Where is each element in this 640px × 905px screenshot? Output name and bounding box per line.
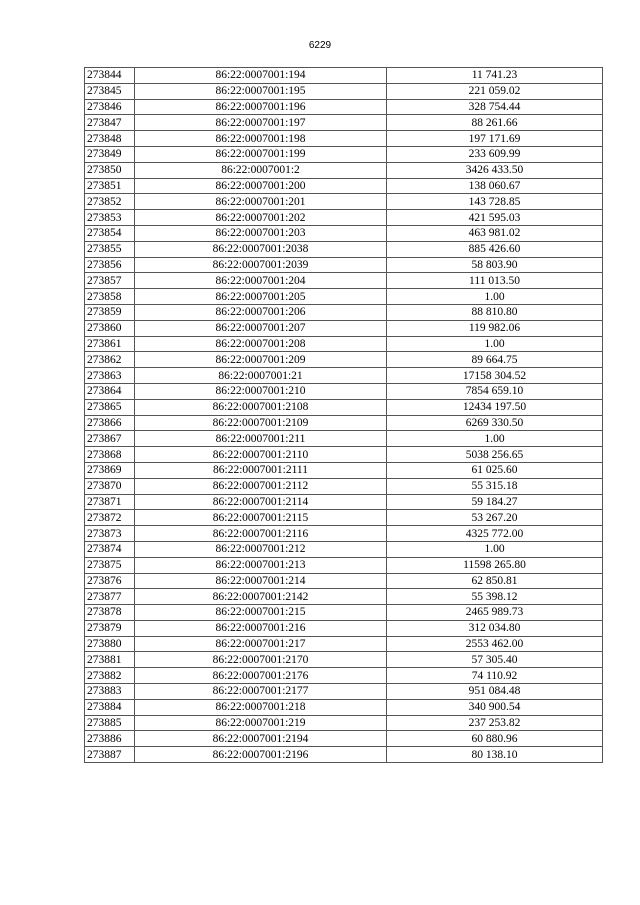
table-row <box>85 68 603 84</box>
cadastral-number-cell: 86:22:0007001:213 <box>135 557 387 573</box>
cadastral-value-cell: 80 138.10 <box>387 747 603 763</box>
cadastral-value-cell: 12434 197.50 <box>387 399 603 415</box>
table-row <box>85 447 603 463</box>
table-row <box>85 573 603 589</box>
cadastral-number-cell: 86:22:0007001:218 <box>135 699 387 715</box>
row-number-cell: 273856 <box>85 257 135 273</box>
row-number-cell: 273855 <box>85 241 135 257</box>
table-row <box>85 383 603 399</box>
row-number-cell: 273880 <box>85 636 135 652</box>
cadastral-value-cell: 11 741.23 <box>387 68 603 84</box>
cadastral-value-table <box>84 67 603 763</box>
row-number-cell: 273884 <box>85 699 135 715</box>
table-row <box>85 210 603 226</box>
table-row <box>85 336 603 352</box>
cadastral-number-cell: 86:22:0007001:204 <box>135 273 387 289</box>
table-row <box>85 257 603 273</box>
table-row <box>85 715 603 731</box>
row-number-cell: 273851 <box>85 178 135 194</box>
cadastral-number-cell: 86:22:0007001:2114 <box>135 494 387 510</box>
cadastral-value-cell: 221 059.02 <box>387 83 603 99</box>
cadastral-number-cell: 86:22:0007001:2115 <box>135 510 387 526</box>
table-row <box>85 83 603 99</box>
cadastral-number-cell: 86:22:0007001:194 <box>135 68 387 84</box>
cadastral-value-cell: 1.00 <box>387 289 603 305</box>
cadastral-value-cell: 119 982.06 <box>387 320 603 336</box>
cadastral-number-cell: 86:22:0007001:2 <box>135 162 387 178</box>
cadastral-value-cell: 2465 989.73 <box>387 605 603 621</box>
row-number-cell: 273847 <box>85 115 135 131</box>
table-row <box>85 162 603 178</box>
cadastral-value-cell: 421 595.03 <box>387 210 603 226</box>
table-row <box>85 194 603 210</box>
cadastral-number-cell: 86:22:0007001:2108 <box>135 399 387 415</box>
cadastral-number-cell: 86:22:0007001:21 <box>135 368 387 384</box>
cadastral-number-cell: 86:22:0007001:212 <box>135 541 387 557</box>
table-row <box>85 399 603 415</box>
cadastral-number-cell: 86:22:0007001:219 <box>135 715 387 731</box>
cadastral-value-cell: 233 609.99 <box>387 146 603 162</box>
table-row <box>85 368 603 384</box>
row-number-cell: 273863 <box>85 368 135 384</box>
cadastral-value-cell: 197 171.69 <box>387 131 603 147</box>
table-row <box>85 146 603 162</box>
cadastral-number-cell: 86:22:0007001:216 <box>135 620 387 636</box>
row-number-cell: 273877 <box>85 589 135 605</box>
cadastral-value-cell: 61 025.60 <box>387 462 603 478</box>
table-row <box>85 225 603 241</box>
cadastral-value-cell: 951 084.48 <box>387 684 603 700</box>
table-row <box>85 320 603 336</box>
row-number-cell: 273879 <box>85 620 135 636</box>
cadastral-number-cell: 86:22:0007001:2038 <box>135 241 387 257</box>
cadastral-number-cell: 86:22:0007001:209 <box>135 352 387 368</box>
row-number-cell: 273849 <box>85 146 135 162</box>
table-row <box>85 731 603 747</box>
table-row <box>85 541 603 557</box>
row-number-cell: 273862 <box>85 352 135 368</box>
row-number-cell: 273848 <box>85 131 135 147</box>
cadastral-number-cell: 86:22:0007001:205 <box>135 289 387 305</box>
cadastral-number-cell: 86:22:0007001:2116 <box>135 526 387 542</box>
cadastral-number-cell: 86:22:0007001:200 <box>135 178 387 194</box>
row-number-cell: 273850 <box>85 162 135 178</box>
cadastral-value-cell: 237 253.82 <box>387 715 603 731</box>
table-row <box>85 747 603 763</box>
cadastral-value-cell: 312 034.80 <box>387 620 603 636</box>
table-row <box>85 99 603 115</box>
table-row <box>85 431 603 447</box>
cadastral-number-cell: 86:22:0007001:215 <box>135 605 387 621</box>
table-row <box>85 289 603 305</box>
cadastral-number-cell: 86:22:0007001:206 <box>135 304 387 320</box>
table-row <box>85 605 603 621</box>
table-row <box>85 652 603 668</box>
cadastral-number-cell: 86:22:0007001:2142 <box>135 589 387 605</box>
cadastral-value-cell: 88 810.80 <box>387 304 603 320</box>
row-number-cell: 273844 <box>85 68 135 84</box>
cadastral-number-cell: 86:22:0007001:214 <box>135 573 387 589</box>
cadastral-number-cell: 86:22:0007001:2196 <box>135 747 387 763</box>
row-number-cell: 273881 <box>85 652 135 668</box>
row-number-cell: 273853 <box>85 210 135 226</box>
table-row <box>85 115 603 131</box>
table-row <box>85 668 603 684</box>
cadastral-value-cell: 55 315.18 <box>387 478 603 494</box>
row-number-cell: 273878 <box>85 605 135 621</box>
table-row <box>85 462 603 478</box>
cadastral-value-cell: 17158 304.52 <box>387 368 603 384</box>
cadastral-value-cell: 5038 256.65 <box>387 447 603 463</box>
row-number-cell: 273867 <box>85 431 135 447</box>
row-number-cell: 273857 <box>85 273 135 289</box>
cadastral-number-cell: 86:22:0007001:197 <box>135 115 387 131</box>
cadastral-number-cell: 86:22:0007001:198 <box>135 131 387 147</box>
cadastral-number-cell: 86:22:0007001:217 <box>135 636 387 652</box>
cadastral-value-cell: 55 398.12 <box>387 589 603 605</box>
row-number-cell: 273866 <box>85 415 135 431</box>
row-number-cell: 273845 <box>85 83 135 99</box>
cadastral-value-cell: 11598 265.80 <box>387 557 603 573</box>
table-row <box>85 684 603 700</box>
cadastral-value-cell: 328 754.44 <box>387 99 603 115</box>
cadastral-value-cell: 53 267.20 <box>387 510 603 526</box>
table-row <box>85 241 603 257</box>
row-number-cell: 273873 <box>85 526 135 542</box>
cadastral-number-cell: 86:22:0007001:207 <box>135 320 387 336</box>
row-number-cell: 273871 <box>85 494 135 510</box>
row-number-cell: 273865 <box>85 399 135 415</box>
cadastral-value-cell: 885 426.60 <box>387 241 603 257</box>
cadastral-value-cell: 463 981.02 <box>387 225 603 241</box>
cadastral-value-cell: 1.00 <box>387 431 603 447</box>
cadastral-value-cell: 7854 659.10 <box>387 383 603 399</box>
cadastral-number-cell: 86:22:0007001:202 <box>135 210 387 226</box>
cadastral-number-cell: 86:22:0007001:201 <box>135 194 387 210</box>
page-number: 6229 <box>308 40 332 51</box>
cadastral-number-cell: 86:22:0007001:203 <box>135 225 387 241</box>
row-number-cell: 273883 <box>85 684 135 700</box>
table-row <box>85 478 603 494</box>
cadastral-value-cell: 138 060.67 <box>387 178 603 194</box>
row-number-cell: 273886 <box>85 731 135 747</box>
cadastral-value-cell: 88 261.66 <box>387 115 603 131</box>
cadastral-number-cell: 86:22:0007001:199 <box>135 146 387 162</box>
cadastral-number-cell: 86:22:0007001:2109 <box>135 415 387 431</box>
table-row <box>85 526 603 542</box>
cadastral-number-cell: 86:22:0007001:196 <box>135 99 387 115</box>
cadastral-value-cell: 1.00 <box>387 336 603 352</box>
table-body <box>85 68 603 763</box>
table-row <box>85 352 603 368</box>
cadastral-number-cell: 86:22:0007001:2110 <box>135 447 387 463</box>
row-number-cell: 273882 <box>85 668 135 684</box>
table-row <box>85 510 603 526</box>
cadastral-number-cell: 86:22:0007001:2177 <box>135 684 387 700</box>
row-number-cell: 273870 <box>85 478 135 494</box>
table-row <box>85 636 603 652</box>
cadastral-number-cell: 86:22:0007001:2170 <box>135 652 387 668</box>
row-number-cell: 273860 <box>85 320 135 336</box>
row-number-cell: 273852 <box>85 194 135 210</box>
table-row <box>85 589 603 605</box>
row-number-cell: 273872 <box>85 510 135 526</box>
table-row <box>85 131 603 147</box>
row-number-cell: 273858 <box>85 289 135 305</box>
row-number-cell: 273885 <box>85 715 135 731</box>
cadastral-number-cell: 86:22:0007001:2194 <box>135 731 387 747</box>
cadastral-number-cell: 86:22:0007001:208 <box>135 336 387 352</box>
cadastral-number-cell: 86:22:0007001:195 <box>135 83 387 99</box>
row-number-cell: 273874 <box>85 541 135 557</box>
cadastral-value-cell: 340 900.54 <box>387 699 603 715</box>
cadastral-number-cell: 86:22:0007001:2111 <box>135 462 387 478</box>
cadastral-number-cell: 86:22:0007001:210 <box>135 383 387 399</box>
cadastral-value-cell: 62 850.81 <box>387 573 603 589</box>
cadastral-value-cell: 58 803.90 <box>387 257 603 273</box>
cadastral-number-cell: 86:22:0007001:211 <box>135 431 387 447</box>
row-number-cell: 273887 <box>85 747 135 763</box>
cadastral-value-cell: 74 110.92 <box>387 668 603 684</box>
cadastral-value-cell: 57 305.40 <box>387 652 603 668</box>
cadastral-value-cell: 111 013.50 <box>387 273 603 289</box>
table-row <box>85 273 603 289</box>
row-number-cell: 273859 <box>85 304 135 320</box>
row-number-cell: 273854 <box>85 225 135 241</box>
row-number-cell: 273846 <box>85 99 135 115</box>
row-number-cell: 273868 <box>85 447 135 463</box>
row-number-cell: 273876 <box>85 573 135 589</box>
row-number-cell: 273869 <box>85 462 135 478</box>
cadastral-number-cell: 86:22:0007001:2039 <box>135 257 387 273</box>
cadastral-number-cell: 86:22:0007001:2112 <box>135 478 387 494</box>
row-number-cell: 273875 <box>85 557 135 573</box>
cadastral-value-cell: 4325 772.00 <box>387 526 603 542</box>
cadastral-value-cell: 6269 330.50 <box>387 415 603 431</box>
table-row <box>85 699 603 715</box>
cadastral-value-cell: 143 728.85 <box>387 194 603 210</box>
row-number-cell: 273861 <box>85 336 135 352</box>
cadastral-value-cell: 89 664.75 <box>387 352 603 368</box>
cadastral-number-cell: 86:22:0007001:2176 <box>135 668 387 684</box>
table-row <box>85 557 603 573</box>
table-row <box>85 178 603 194</box>
table-row <box>85 620 603 636</box>
cadastral-value-cell: 3426 433.50 <box>387 162 603 178</box>
cadastral-value-cell: 1.00 <box>387 541 603 557</box>
cadastral-value-cell: 60 880.96 <box>387 731 603 747</box>
table-row <box>85 415 603 431</box>
cadastral-value-cell: 59 184.27 <box>387 494 603 510</box>
table-row <box>85 304 603 320</box>
row-number-cell: 273864 <box>85 383 135 399</box>
cadastral-value-cell: 2553 462.00 <box>387 636 603 652</box>
table-row <box>85 494 603 510</box>
